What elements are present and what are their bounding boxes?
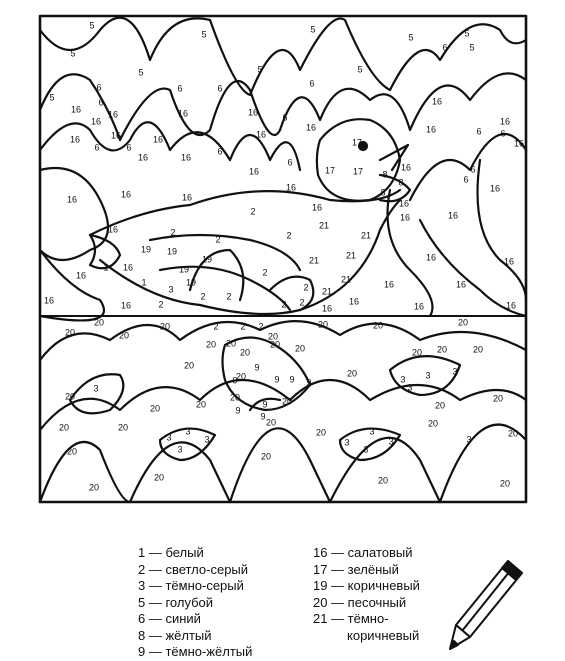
region-number: 2: [286, 230, 292, 241]
region-number: 16: [75, 270, 87, 281]
region-number-labels: [44, 20, 524, 492]
region-number: 16: [70, 104, 82, 115]
region-number: 6: [217, 146, 223, 157]
legend-entry: 20 — песочный: [313, 594, 407, 610]
region-number: 6: [470, 164, 476, 175]
region-number: 9: [254, 362, 260, 373]
region-number: 20: [153, 472, 165, 483]
region-number: 3: [204, 434, 210, 445]
region-number: 20: [346, 368, 358, 379]
region-number: 6: [96, 82, 102, 93]
region-number: 16: [431, 96, 443, 107]
region-number: 20: [294, 343, 306, 354]
region-number: 16: [505, 300, 517, 311]
region-number: 3: [185, 426, 191, 437]
region-number: 16: [348, 296, 360, 307]
legend-entry: 3 — тёмно-серый: [138, 578, 244, 593]
region-number: 6: [177, 83, 183, 94]
region-number: 1: [103, 262, 109, 273]
region-number: 21: [318, 220, 330, 231]
region-number: 21: [345, 250, 357, 261]
legend-entry: 1 — белый: [138, 545, 204, 560]
region-number: 16: [152, 134, 164, 145]
region-number: 2: [262, 267, 268, 278]
region-number: 5: [408, 32, 414, 43]
region-number: 17: [352, 166, 364, 177]
region-number: 6: [500, 128, 506, 139]
region-number: 6: [476, 126, 482, 137]
region-number: 19: [178, 264, 190, 275]
region-number: 16: [311, 202, 323, 213]
region-number: 16: [383, 279, 395, 290]
region-number: 2: [200, 291, 206, 302]
region-number: 5: [70, 48, 76, 59]
region-number: 2: [213, 321, 219, 332]
region-number: 20: [225, 338, 237, 349]
region-number: 3: [400, 374, 406, 385]
region-number: 2: [281, 299, 287, 310]
region-number: 16: [503, 256, 515, 267]
region-number: 16: [107, 109, 119, 120]
region-number: 8: [382, 169, 388, 180]
region-number: 16: [425, 252, 437, 263]
region-number: 20: [183, 360, 195, 371]
region-number: 6: [309, 78, 315, 89]
region-number: 20: [434, 400, 446, 411]
region-number: 9: [232, 375, 238, 386]
region-number: 20: [436, 344, 448, 355]
region-number: 2: [303, 282, 309, 293]
region-number: 19: [140, 244, 152, 255]
region-number: 20: [377, 475, 389, 486]
region-number: 3: [452, 366, 458, 377]
region-number: 16: [248, 166, 260, 177]
region-number: 20: [88, 482, 100, 493]
region-number: 20: [427, 418, 439, 429]
legend-entry: 8 — жёлтый: [138, 627, 212, 643]
region-number: 19: [201, 254, 213, 265]
region-number: 16: [120, 300, 132, 311]
region-number: 20: [118, 330, 130, 341]
region-number: 5: [138, 67, 144, 78]
region-number: 6: [282, 112, 288, 123]
region-number: 20: [372, 320, 384, 331]
region-number: 6: [94, 142, 100, 153]
region-number: 20: [492, 393, 504, 404]
region-number: 20: [499, 478, 511, 489]
region-number: 20: [58, 422, 70, 433]
legend-entry: 21 — тёмно-: [313, 611, 389, 626]
region-number: 20: [66, 446, 78, 457]
region-number: 16: [513, 138, 525, 149]
legend-entry: 2 — светло-серый: [138, 561, 249, 577]
region-number: 9: [274, 374, 280, 385]
region-number: 2: [215, 234, 221, 245]
region-number: 6: [217, 83, 223, 94]
region-number: 20: [411, 347, 423, 358]
region-number: 5: [257, 64, 263, 75]
region-number: 20: [195, 399, 207, 410]
region-number: 3: [388, 436, 394, 447]
region-number: 16: [90, 116, 102, 127]
region-number: 5: [357, 64, 363, 75]
region-number: 16: [400, 162, 412, 173]
region-number: 3: [363, 444, 369, 455]
region-number: 16: [413, 301, 425, 312]
region-number: 2: [240, 321, 246, 332]
region-number: 6: [98, 97, 104, 108]
region-number: 16: [447, 210, 459, 221]
region-number: 9: [306, 377, 312, 388]
region-number: 20: [267, 331, 279, 342]
region-number: 20: [64, 327, 76, 338]
region-number: 16: [255, 129, 267, 140]
region-number: 3: [344, 437, 350, 448]
color-legend-left: [138, 545, 252, 661]
region-number: 20: [64, 391, 76, 402]
region-number: 16: [66, 194, 78, 205]
region-number: 5: [464, 28, 470, 39]
region-number: 16: [285, 182, 297, 193]
region-number: 6: [442, 42, 448, 53]
region-number: 16: [398, 198, 410, 209]
region-number: 16: [247, 107, 259, 118]
region-number: 16: [43, 295, 55, 306]
region-number: 2: [170, 227, 176, 238]
region-number: 20: [507, 428, 519, 439]
region-number: 9: [262, 399, 268, 410]
region-number: 3: [166, 432, 172, 443]
region-number: 20: [472, 344, 484, 355]
region-number: 20: [235, 371, 247, 382]
region-number: 20: [317, 319, 329, 330]
region-number: 20: [93, 317, 105, 328]
region-number: 5: [310, 24, 316, 35]
legend-entry: 5 — голубой: [138, 594, 214, 610]
region-number: 2: [226, 291, 232, 302]
region-number: 21: [321, 286, 333, 297]
region-number: 5: [89, 20, 95, 31]
region-number: 16: [110, 130, 122, 141]
region-number: 16: [137, 152, 149, 163]
region-number: 16: [180, 152, 192, 163]
region-number: 16: [489, 183, 501, 194]
region-number: 21: [360, 230, 372, 241]
region-number: 6: [287, 157, 293, 168]
region-number: 16: [69, 134, 81, 145]
region-number: 16: [122, 262, 134, 273]
region-number: 20: [315, 427, 327, 438]
region-number: 19: [166, 246, 178, 257]
region-number: 20: [457, 317, 469, 328]
region-number: 8: [380, 187, 386, 198]
region-number: 16: [455, 279, 467, 290]
region-number: 19: [185, 277, 197, 288]
legend-entry: 9 — тёмно-жёлтый: [138, 644, 253, 659]
region-number: 3: [407, 382, 413, 393]
region-number: 16: [321, 303, 333, 314]
legend-entry: 16 — салатовый: [313, 545, 413, 560]
region-number: 2: [158, 299, 164, 310]
region-number: 1: [141, 277, 147, 288]
region-number: 6: [463, 174, 469, 185]
region-number: 2: [258, 321, 264, 332]
region-number: 3: [466, 434, 472, 445]
region-number: 20: [159, 321, 171, 332]
region-number: 5: [49, 92, 55, 103]
region-number: 2: [299, 297, 305, 308]
legend-entry: 17 — зелёный: [313, 561, 399, 577]
region-number: 16: [499, 116, 511, 127]
pencil-icon: [440, 555, 530, 655]
region-number: 3: [168, 284, 174, 295]
region-number: 16: [399, 212, 411, 223]
region-number: 8: [398, 177, 404, 188]
region-number: 20: [117, 422, 129, 433]
region-number: 16: [181, 192, 193, 203]
region-number: 3: [369, 426, 375, 437]
legend-entry: 6 — синий: [138, 611, 201, 626]
region-number: 5: [201, 29, 207, 40]
region-number: 20: [149, 403, 161, 414]
region-number: 16: [120, 189, 132, 200]
region-number: 16: [177, 108, 189, 119]
region-number: 9: [289, 374, 295, 385]
region-number: 16: [425, 124, 437, 135]
region-number: 16: [107, 224, 119, 235]
region-number: 20: [205, 339, 217, 350]
legend-entry: 19 — коричневый: [313, 578, 420, 593]
region-number: 17: [324, 165, 336, 176]
region-number: 3: [425, 370, 431, 381]
region-number: 21: [308, 255, 320, 266]
legend-entry: коричневый: [347, 627, 420, 643]
region-number: 9: [235, 405, 241, 416]
region-number: 16: [305, 122, 317, 133]
region-number: 20: [269, 339, 281, 350]
region-number: 20: [229, 392, 241, 403]
region-number: 17: [351, 137, 363, 148]
region-number: 20: [265, 417, 277, 428]
region-number: 20: [260, 451, 272, 462]
region-number: 6: [126, 142, 132, 153]
region-number: 2: [250, 206, 256, 217]
region-number: 20: [239, 347, 251, 358]
region-number: 5: [469, 42, 475, 53]
region-number: 20: [281, 396, 293, 407]
region-number: 3: [93, 383, 99, 394]
color-legend-right: [313, 545, 420, 644]
region-number: 21: [340, 274, 352, 285]
region-number: 3: [177, 444, 183, 455]
region-number: 9: [260, 411, 266, 422]
